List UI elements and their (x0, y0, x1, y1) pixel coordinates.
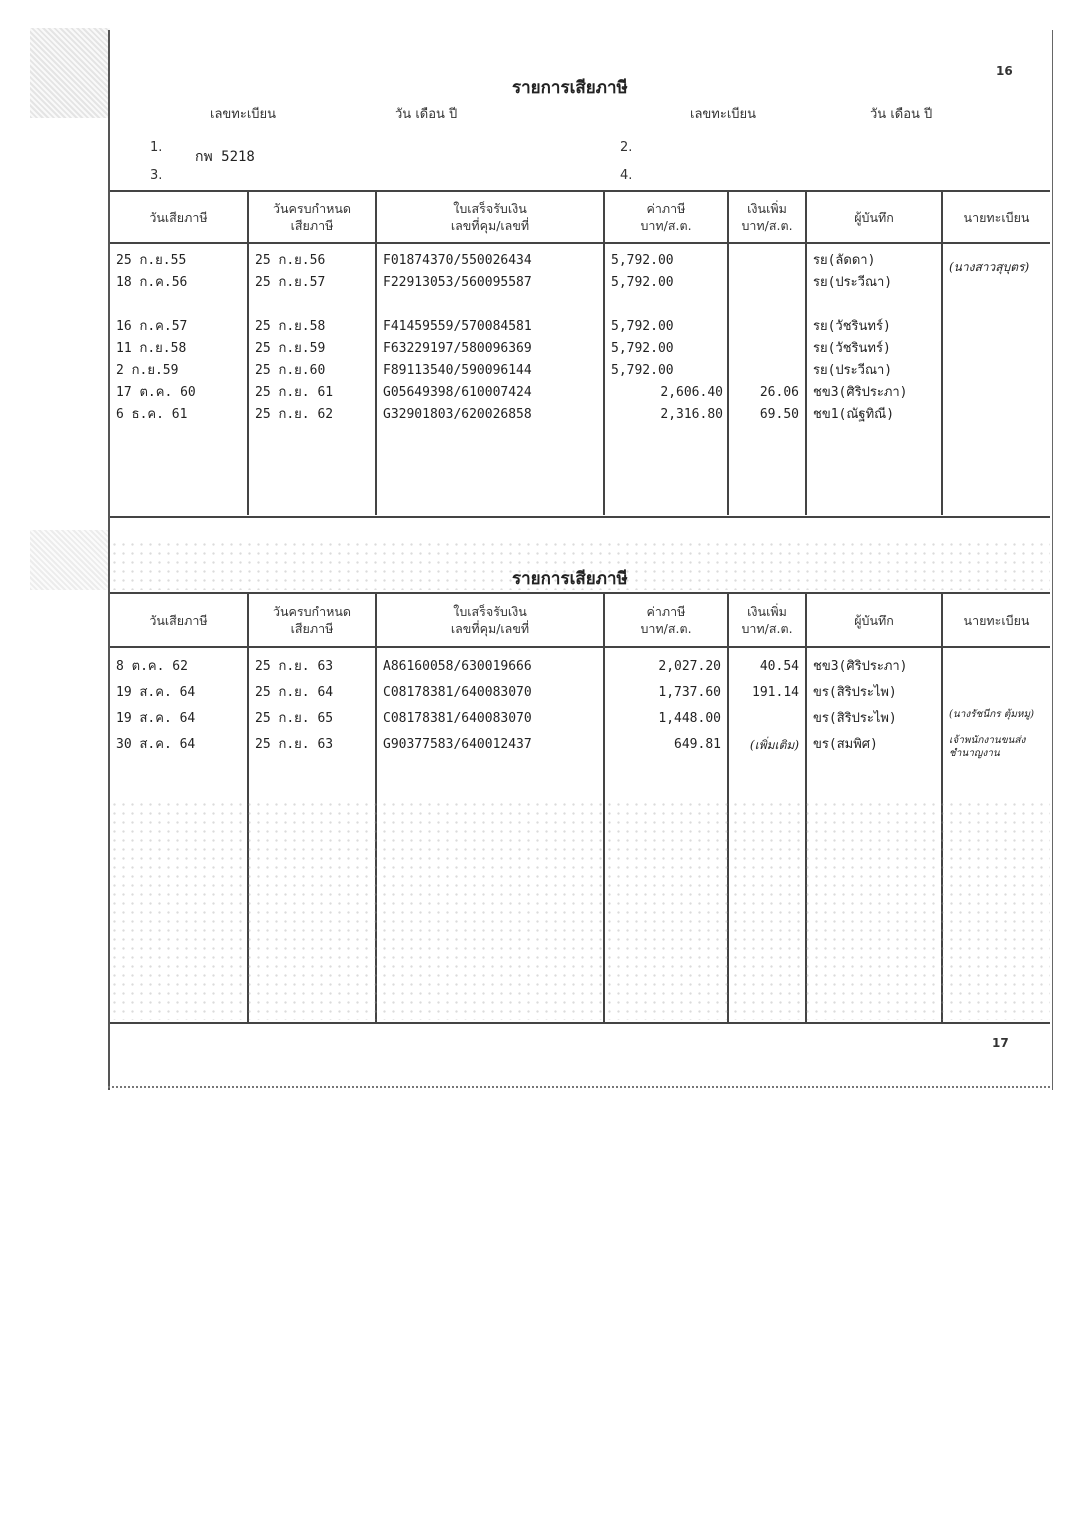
scan-smudge (30, 28, 110, 118)
table-cell: 26.06 (759, 385, 799, 400)
table-cell: 25 ก.ย. 63 (255, 737, 334, 752)
table-cell (729, 294, 805, 316)
table-cell (605, 294, 727, 316)
table-cell (729, 338, 805, 360)
table-cell: 30 ส.ค. 64 (116, 737, 196, 752)
registrar-title: เจ้าพนักงานขนส่งชำนาญงาน (949, 735, 1026, 759)
table-cell: ขร(สิริประไพ) (813, 685, 897, 700)
table-cell: 25 ก.ย. 63 (255, 659, 334, 674)
table-cell: 649.81 (674, 737, 721, 752)
table-cell (249, 294, 375, 316)
reg-number-3: 3. (150, 168, 163, 183)
table-cell: 69.50 (759, 407, 799, 422)
col-header-registrar: นายทะเบียน (942, 191, 1050, 243)
col-header-registrar: นายทะเบียน (942, 593, 1050, 647)
table-cell: C08178381/640083070 (383, 685, 532, 700)
registrar-signature: (นางสาวสุบุตร) (949, 260, 1030, 274)
col-header-extra: เงินเพิ่ม บาท/ส.ต. (728, 593, 806, 647)
table-cell: รย(วัชรินทร์) (813, 341, 891, 356)
table-cell: 1,737.60 (658, 685, 721, 700)
table-cell: 18 ก.ค.56 (116, 275, 188, 290)
table-cell: รย(ประวีณา) (813, 275, 893, 290)
page-number-top: 16 (996, 64, 1013, 78)
table-cell: 25 ก.ย.60 (255, 363, 326, 378)
table-cell: F41459559/570084581 (383, 319, 532, 334)
table-cell: G32901803/620026858 (383, 407, 532, 422)
table-cell (110, 294, 247, 316)
table-cell: 2,316.80 (660, 407, 723, 422)
table-cell: 25 ก.ย.57 (255, 275, 326, 290)
col-header-receipt: ใบเสร็จรับเงิน เลขที่คุม/เลขที่ (376, 593, 604, 647)
reg-number-1: 1. (150, 140, 163, 155)
table-cell (729, 360, 805, 382)
table-cell: 2,027.20 (658, 659, 721, 674)
col-header-due-date: วันครบกำหนด เสียภาษี (248, 593, 376, 647)
table-cell: ชข3(ศิริประภา) (813, 385, 908, 400)
table-cell: 19 ส.ค. 64 (116, 685, 196, 700)
date-label: วัน เดือน ปี (870, 107, 933, 122)
table-cell: (เพิ่มเติม) (749, 738, 799, 752)
table-cell: 25 ก.ย. 62 (255, 407, 334, 422)
tax-table-1 (110, 190, 1050, 515)
table-1-bottom-rule (110, 516, 1050, 518)
recorder-column (806, 243, 942, 515)
receipt-column (376, 243, 604, 515)
table-cell: A86160058/630019666 (383, 659, 532, 674)
table-cell: รย(วัชรินทร์) (813, 319, 891, 334)
table-cell (943, 682, 1050, 708)
table-cell (807, 294, 941, 316)
col-header-recorder: ผู้บันทึก (806, 593, 942, 647)
reg-no-label: เลขทะเบียน (210, 107, 277, 122)
table-cell: 11 ก.ย.58 (116, 341, 187, 356)
table-cell: ขร(สิริประไพ) (813, 711, 897, 726)
table-cell: 5,792.00 (611, 253, 674, 268)
table-cell (943, 656, 1050, 682)
table-cell: 1,448.00 (658, 711, 721, 726)
table-cell: F63229197/580096369 (383, 341, 532, 356)
table-cell: G05649398/610007424 (383, 385, 532, 400)
table-cell: G90377583/640012437 (383, 737, 532, 752)
table-cell: 191.14 (752, 685, 799, 700)
table-cell: รย(ลัดดา) (813, 253, 876, 268)
col-header-receipt: ใบเสร็จรับเงิน เลขที่คุม/เลขที่ (376, 191, 604, 243)
page-number-bottom: 17 (992, 1036, 1009, 1050)
date-label: วัน เดือน ปี (395, 107, 458, 122)
registrar-column (942, 243, 1050, 515)
table-cell (729, 316, 805, 338)
table-cell: 5,792.00 (611, 275, 674, 290)
table-cell: 5,792.00 (611, 319, 674, 334)
table-cell: 2 ก.ย.59 (116, 363, 179, 378)
col-header-extra: เงินเพิ่ม บาท/ส.ต. (728, 191, 806, 243)
registrar-signature: (นางรัชนีกร ตุ้มหมู) (949, 709, 1035, 720)
reg-number-2: 2. (620, 140, 633, 155)
table-cell: 25 ก.ย.58 (255, 319, 326, 334)
col-header-tax: ค่าภาษี บาท/ส.ต. (604, 593, 728, 647)
table-cell (729, 272, 805, 294)
table-cell: 25 ก.ย.55 (116, 253, 187, 268)
table-cell: 6 ธ.ค. 61 (116, 407, 188, 422)
table-cell: 5,792.00 (611, 341, 674, 356)
col-header-tax: ค่าภาษี บาท/ส.ต. (604, 191, 728, 243)
paid-date-column (110, 243, 248, 515)
table-cell: ชข1(ณัฐทิณี) (813, 407, 895, 422)
table-cell: ชข3(ศิริประภา) (813, 659, 908, 674)
due-date-column (248, 243, 376, 515)
section-title: รายการเสียภาษี (512, 569, 628, 589)
table-cell (729, 250, 805, 272)
table-cell: 40.54 (759, 659, 799, 674)
table-cell: 8 ต.ค. 62 (116, 659, 188, 674)
table-2-bottom-rule (110, 1022, 1050, 1024)
extra-column (728, 243, 806, 515)
table-cell: 25 ก.ย. 65 (255, 711, 334, 726)
table-cell: 25 ก.ย. 61 (255, 385, 334, 400)
col-header-paid-date: วันเสียภาษี (110, 191, 248, 243)
page-frame-bottom (108, 1086, 1050, 1088)
reg-value-1: กพ 5218 (195, 149, 255, 165)
table-cell: 25 ก.ย.56 (255, 253, 326, 268)
table-cell: F89113540/590096144 (383, 363, 532, 378)
col-header-paid-date: วันเสียภาษี (110, 593, 248, 647)
table-cell: 2,606.40 (660, 385, 723, 400)
table-cell: 5,792.00 (611, 363, 674, 378)
table-cell: 25 ก.ย. 64 (255, 685, 334, 700)
table-cell: ขร(สมพิศ) (813, 737, 878, 752)
table-cell: C08178381/640083070 (383, 711, 532, 726)
reg-no-label: เลขทะเบียน (690, 107, 757, 122)
col-header-recorder: ผู้บันทึก (806, 191, 942, 243)
table-cell: 17 ต.ค. 60 (116, 385, 196, 400)
scan-smudge (30, 530, 110, 590)
col-header-due-date: วันครบกำหนด เสียภาษี (248, 191, 376, 243)
table-cell: F01874370/550026434 (383, 253, 532, 268)
table-cell: F22913053/560095587 (383, 275, 532, 290)
scan-noise (110, 800, 1050, 1020)
table-cell: 19 ส.ค. 64 (116, 711, 196, 726)
reg-number-4: 4. (620, 168, 633, 183)
table-cell: รย(ประวีณา) (813, 363, 893, 378)
section-title: รายการเสียภาษี (512, 78, 628, 98)
tax-column (604, 243, 728, 515)
table-cell: 16 ก.ค.57 (116, 319, 188, 334)
table-cell (729, 708, 805, 734)
table-cell (377, 294, 603, 316)
table-cell: 25 ก.ย.59 (255, 341, 326, 356)
